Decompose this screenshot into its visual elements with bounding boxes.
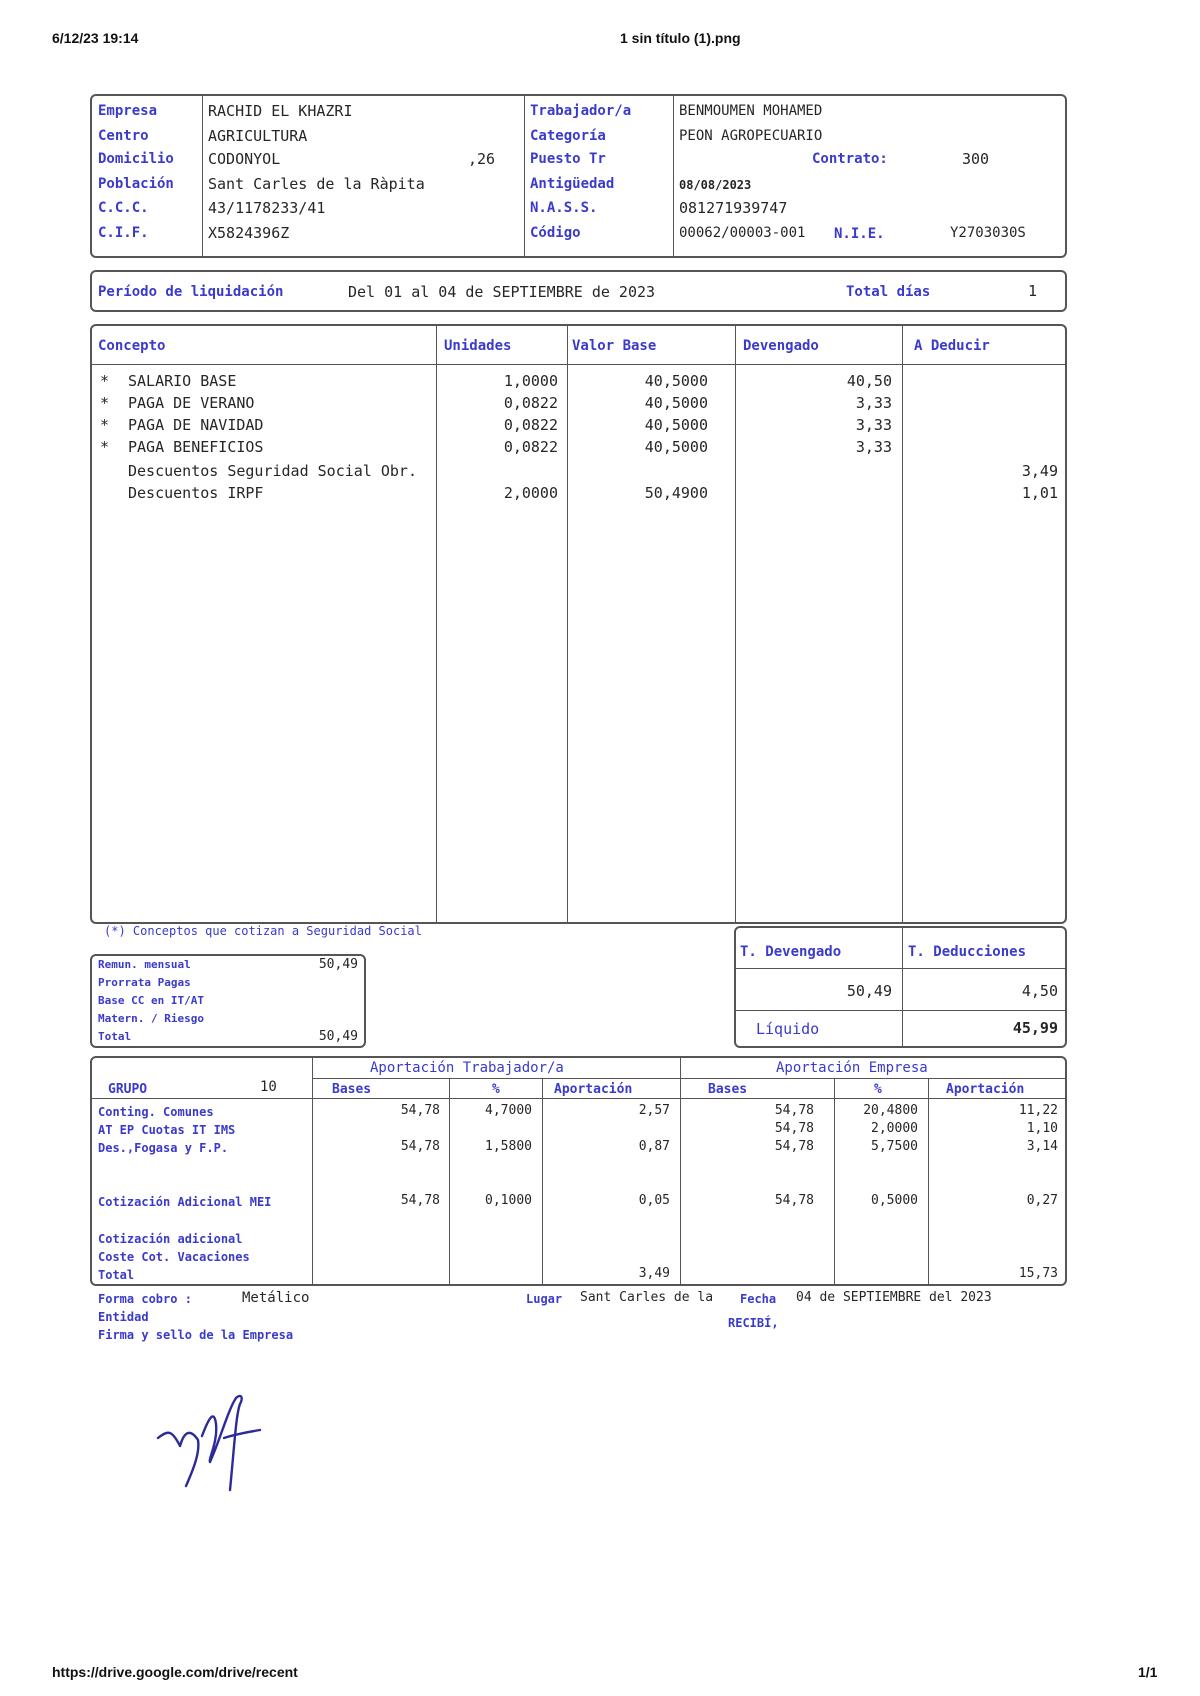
forma-cobro-value: Metálico xyxy=(242,1290,310,1306)
remun-mensual-value: 50,49 xyxy=(318,957,358,972)
row-mark: * xyxy=(100,394,110,412)
row-devengado: 3,33 xyxy=(855,394,892,412)
label-codigo: Código xyxy=(530,225,581,241)
trabajador-value: BENMOUMEN MOHAMED xyxy=(679,103,823,119)
label-trabajador: Trabajador/a xyxy=(530,103,632,119)
emp-aport: 11,22 xyxy=(1018,1103,1058,1118)
print-title: 1 sin título (1).png xyxy=(620,30,741,46)
trab-aport: 0,05 xyxy=(638,1193,670,1208)
base-cc-label: Base CC en IT/AT xyxy=(98,994,204,1007)
trab-aport: 0,87 xyxy=(638,1139,670,1154)
label-nie: N.I.E. xyxy=(834,226,885,242)
coste-vacaciones-label: Coste Cot. Vacaciones xyxy=(98,1250,250,1264)
firma-label: Firma y sello de la Empresa xyxy=(98,1328,294,1342)
col-unidades: Unidades xyxy=(444,338,512,354)
label-categoria: Categoría xyxy=(530,128,606,144)
col-valor-base: Valor Base xyxy=(572,338,657,354)
row-mark: * xyxy=(100,438,110,456)
label-cif: C.I.F. xyxy=(98,225,149,241)
col-emp-pct: % xyxy=(874,1082,882,1097)
prorrata-label: Prorrata Pagas xyxy=(98,976,191,989)
ccc-value: 43/1178233/41 xyxy=(208,199,326,217)
emp-bases: 54,78 xyxy=(774,1193,814,1208)
label-contrato: Contrato: xyxy=(812,151,888,167)
label-ccc: C.C.C. xyxy=(98,200,149,216)
row-unidades: 0,0822 xyxy=(503,416,558,434)
centro-value: AGRICULTURA xyxy=(208,127,308,145)
col-devengado: Devengado xyxy=(743,338,819,354)
row-deducir: 1,01 xyxy=(1021,484,1058,502)
domicilio-number: ,26 xyxy=(468,150,496,168)
nass-value: 081271939747 xyxy=(679,199,788,217)
liquido-value: 45,99 xyxy=(1012,1019,1058,1037)
aport-row-label: Des.,Fogasa y F.P. xyxy=(98,1141,229,1155)
lugar-label: Lugar xyxy=(526,1292,563,1306)
row-unidades: 2,0000 xyxy=(503,484,558,502)
label-empresa: Empresa xyxy=(98,103,158,119)
remun-mensual-label: Remun. mensual xyxy=(98,958,191,971)
lugar-value: Sant Carles de la xyxy=(580,1290,714,1305)
row-mark: * xyxy=(100,372,110,390)
aport-emp-title: Aportación Empresa xyxy=(776,1060,928,1076)
aport-total-emp: 15,73 xyxy=(1018,1266,1058,1281)
row-concepto: Descuentos IRPF xyxy=(128,484,264,502)
cif-value: X5824396Z xyxy=(208,224,290,242)
trab-bases: 54,78 xyxy=(400,1139,440,1154)
antiguedad-value: 08/08/2023 xyxy=(679,178,752,192)
col-trab-bases: Bases xyxy=(332,1082,372,1097)
remun-total-value: 50,49 xyxy=(318,1029,358,1044)
liquido-label: Líquido xyxy=(756,1020,820,1038)
trab-pct: 4,7000 xyxy=(485,1103,532,1118)
row-concepto: PAGA DE NAVIDAD xyxy=(128,416,264,434)
emp-bases: 54,78 xyxy=(774,1121,814,1136)
trab-bases: 54,78 xyxy=(400,1193,440,1208)
trab-pct: 1,5800 xyxy=(485,1139,532,1154)
label-centro: Centro xyxy=(98,128,149,144)
row-valor-base: 40,5000 xyxy=(644,394,708,412)
row-unidades: 0,0822 xyxy=(503,394,558,412)
print-url: https://drive.google.com/drive/recent xyxy=(52,1664,298,1680)
emp-pct: 20,4800 xyxy=(863,1103,918,1118)
fecha-label: Fecha xyxy=(740,1292,777,1306)
emp-pct: 5,7500 xyxy=(871,1139,918,1154)
codigo-value: 00062/00003-001 xyxy=(679,225,806,241)
conceptos-note: (*) Conceptos que cotizan a Seguridad Social xyxy=(104,924,422,938)
poblacion-value: Sant Carles de la Ràpita xyxy=(208,175,425,193)
row-concepto: Descuentos Seguridad Social Obr. xyxy=(128,462,417,480)
total-dias-label: Total días xyxy=(846,284,931,300)
row-valor-base: 40,5000 xyxy=(644,372,708,390)
row-deducir: 3,49 xyxy=(1021,462,1058,480)
t-devengado-value: 50,49 xyxy=(846,982,892,1000)
matern-label: Matern. / Riesgo xyxy=(98,1012,204,1025)
periodo-label: Período de liquidación xyxy=(98,284,284,300)
grupo-label: GRUPO xyxy=(108,1082,148,1097)
conceptos-table xyxy=(90,324,1067,924)
emp-bases: 54,78 xyxy=(774,1103,814,1118)
grupo-value: 10 xyxy=(260,1079,277,1095)
aport-total-label: Total xyxy=(98,1268,135,1282)
label-antiguedad: Antigüedad xyxy=(530,176,615,192)
col-trab-aport: Aportación xyxy=(554,1082,633,1097)
t-deducciones-value: 4,50 xyxy=(1021,982,1058,1000)
label-nass: N.A.S.S. xyxy=(530,200,598,216)
label-domicilio: Domicilio xyxy=(98,151,174,167)
remun-total-label: Total xyxy=(98,1030,132,1043)
emp-aport: 1,10 xyxy=(1026,1121,1058,1136)
recibi-label: RECIBÍ, xyxy=(728,1316,779,1330)
col-trab-pct: % xyxy=(492,1082,500,1097)
contrato-value: 300 xyxy=(962,150,990,168)
col-emp-bases: Bases xyxy=(708,1082,748,1097)
col-a-deducir: A Deducir xyxy=(914,338,990,354)
aport-row-label: AT EP Cuotas IT IMS xyxy=(98,1123,236,1137)
trab-aport: 2,57 xyxy=(638,1103,670,1118)
aport-row-label: Cotización Adicional MEI xyxy=(98,1195,272,1209)
row-concepto: PAGA BENEFICIOS xyxy=(128,438,264,456)
signature xyxy=(150,1390,280,1510)
col-concepto: Concepto xyxy=(98,338,166,354)
row-devengado: 40,50 xyxy=(846,372,892,390)
row-devengado: 3,33 xyxy=(855,416,892,434)
row-unidades: 1,0000 xyxy=(503,372,558,390)
col-emp-aport: Aportación xyxy=(946,1082,1025,1097)
emp-bases: 54,78 xyxy=(774,1139,814,1154)
trab-pct: 0,1000 xyxy=(485,1193,532,1208)
t-deducciones-label: T. Deducciones xyxy=(908,944,1027,960)
categoria-value: PEON AGROPECUARIO xyxy=(679,128,823,144)
emp-aport: 3,14 xyxy=(1026,1139,1058,1154)
row-concepto: PAGA DE VERANO xyxy=(128,394,255,412)
aport-total-trab: 3,49 xyxy=(638,1266,670,1281)
row-valor-base: 40,5000 xyxy=(644,416,708,434)
nie-value: Y2703030S xyxy=(950,225,1026,241)
t-devengado-label: T. Devengado xyxy=(740,944,842,960)
aport-trab-title: Aportación Trabajador/a xyxy=(370,1060,564,1076)
print-datetime: 6/12/23 19:14 xyxy=(52,30,139,46)
domicilio-value: CODONYOL xyxy=(208,150,281,168)
emp-pct: 0,5000 xyxy=(871,1193,918,1208)
print-page-number: 1/1 xyxy=(1138,1664,1158,1680)
periodo-value: Del 01 al 04 de SEPTIEMBRE de 2023 xyxy=(348,283,656,301)
entidad-label: Entidad xyxy=(98,1310,149,1324)
row-unidades: 0,0822 xyxy=(503,438,558,456)
label-poblacion: Población xyxy=(98,176,174,192)
row-valor-base: 50,4900 xyxy=(644,484,708,502)
fecha-value: 04 de SEPTIEMBRE del 2023 xyxy=(796,1290,992,1305)
row-valor-base: 40,5000 xyxy=(644,438,708,456)
emp-aport: 0,27 xyxy=(1026,1193,1058,1208)
aport-row-label: Conting. Comunes xyxy=(98,1105,214,1119)
row-devengado: 3,33 xyxy=(855,438,892,456)
emp-pct: 2,0000 xyxy=(871,1121,918,1136)
label-puesto: Puesto Tr xyxy=(530,151,606,167)
row-mark: * xyxy=(100,416,110,434)
cot-adicional-label: Cotización adicional xyxy=(98,1232,243,1246)
forma-cobro-label: Forma cobro : xyxy=(98,1292,192,1306)
total-dias-value: 1 xyxy=(1028,282,1038,300)
empresa-value: RACHID EL KHAZRI xyxy=(208,102,353,120)
trab-bases: 54,78 xyxy=(400,1103,440,1118)
row-concepto: SALARIO BASE xyxy=(128,372,237,390)
